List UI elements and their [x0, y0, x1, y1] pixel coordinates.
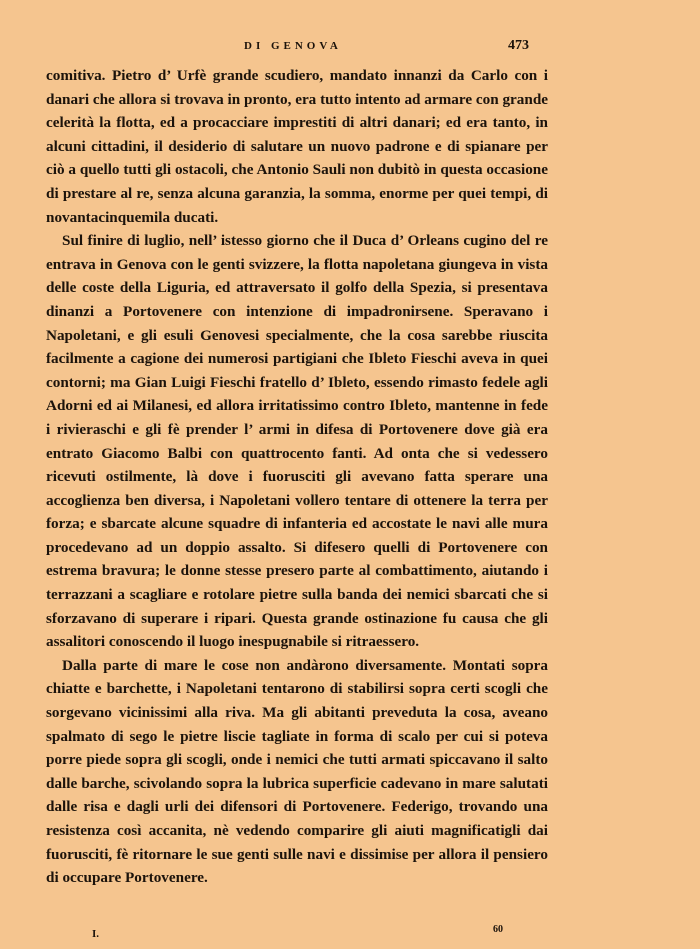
body-text — [46, 64, 548, 890]
paragraph-1: comitiva. Pietro d’ Urfè grande scudiero, mandato innanzi da Carlo con i danari che allora si trovava in pronto, era tutto intento ad armare con grande celerità la flotta, ed a procacciare imprestiti di altri danari; ed era tanto, in alcuni cittadini, il desiderio di salutare un nuovo padrone e di spianare per ciò a quello tutti gli ostacoli, che Antonio Sauli non dubitò in questa occasione di prestare al re, senza alcuna garanzia, la somma, enorme per quei tempi, di novantacinquemila ducati. — [46, 67, 549, 226]
paragraph-2: Sul finire di luglio, nell’ istesso giorno che il Duca d’ Orleans cugino del re entrava in Genova con le genti svizzere, la flotta napoletana giungeva in vista delle coste della Liguria, ed attraversato il golfo della Spezia, si presentava dinanzi a Portovenere con intenzione di impadronirsene. Speravano i Napoletani, e gli esuli Genovesi specialmente, che la cosa sarebbe riuscita facilmente a cagione dei numerosi partigiani che Ibleto Fieschi aveva in quei contorni; ma Gian Luigi Fieschi fratello d’ Ibleto, essendo rimasto fedele agli Adorni ed ai Milanesi, ed allora irritatissimo contro Ibleto, mantenne in fede i rivieraschi e gli fè prender l’ armi in difesa di Portovenere dove già era entrato Giacomo Balbi con quattrocento fanti. Ad onta che si vedessero ricevuti ostilmente, là dove i fuorusciti gli avevano fatta sperare una accoglienza ben diversa, i Napoletani vollero tentare di ottenere la terra per forza; e sbarcate alcune squadre di infanteria ed accostate le navi alle mura procedevano ad un doppio assalto. Si difesero quelli di Portovenere con estrema bravura; le donne stesse presero parte al combattimento, aiutando i terrazzani a scagliare e rotolare pietre sulla banda dei nemici sbarcati che si sforzavano di superare i ripari. Questa grande ostinazione fu causa che gli assalitori conoscendo il luogo inespugnabile si ritraessero. — [46, 232, 548, 651]
signature-mark-left: I. — [92, 928, 100, 940]
page-header — [0, 38, 700, 58]
paragraph-3: Dalla parte di mare le cose non andàrono diversamente. Montati sopra chiatte e barchette, i Napoletani tentarono di stabilirsi sopra certi scogli che sorgevano vicinissimi alla riva. Ma gli abitanti preveduta la cosa, aveano spalmato di sego le pietre liscie tagliate in forma di scalo per cui si poteva porre piede sopra gli scogli, onde i nemici che tutti armati spiccavano il salto dalle barche, scivolando sopra la lubrica superficie cadevano in mare salutati dalle risa e dagli urli dei difensori di Portovenere. Federigo, trovando una resistenza così accanita, nè vedendo comparire gli aiuti magnificatigli dai fuorusciti, fè ritornare le sue genti sulle navi e dissimise per allora il pensiero di occupare Portovenere. — [46, 656, 548, 887]
page-number: 473 — [508, 38, 529, 53]
page-footer — [0, 924, 700, 944]
running-head: DI GENOVA — [244, 40, 342, 52]
signature-mark-right: 60 — [493, 924, 503, 935]
